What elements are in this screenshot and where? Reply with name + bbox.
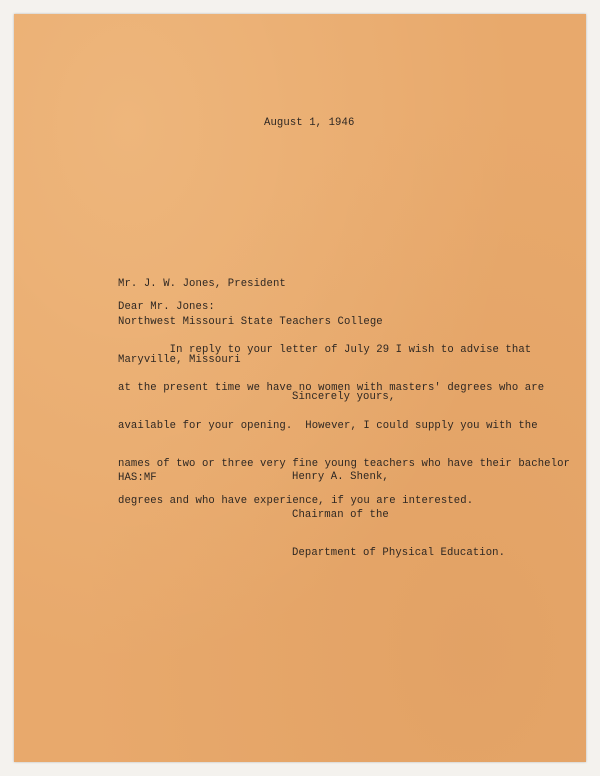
- signature-block: [292, 446, 505, 585]
- body-line: In reply to your letter of July 29 I wish to advise that: [118, 344, 532, 357]
- body-line: degrees and who have experience, if you are interested.: [118, 495, 474, 508]
- body-line: names of two or three very fine young teachers who have their bachelor: [118, 457, 571, 470]
- letter-page: [14, 14, 586, 762]
- body-line: at the present time we have no women with masters' degrees who are: [118, 381, 545, 394]
- body-line: available for your opening. However, I could supply you with the: [118, 419, 538, 432]
- recipient-line: Northwest Missouri State Teachers College: [118, 315, 383, 328]
- closing: Sincerely yours,: [292, 391, 396, 403]
- letter-date: August 1, 1946: [264, 117, 355, 129]
- recipient-line: Maryville, Missouri: [118, 353, 241, 366]
- salutation: Dear Mr. Jones:: [118, 301, 215, 313]
- typist-initials: HAS:MF: [118, 472, 157, 484]
- signature-line: Chairman of the: [292, 508, 389, 521]
- signature-line: Henry A. Shenk,: [292, 471, 389, 484]
- signature-line: Department of Physical Education.: [292, 546, 506, 559]
- recipient-line: Mr. J. W. Jones, President: [118, 278, 286, 291]
